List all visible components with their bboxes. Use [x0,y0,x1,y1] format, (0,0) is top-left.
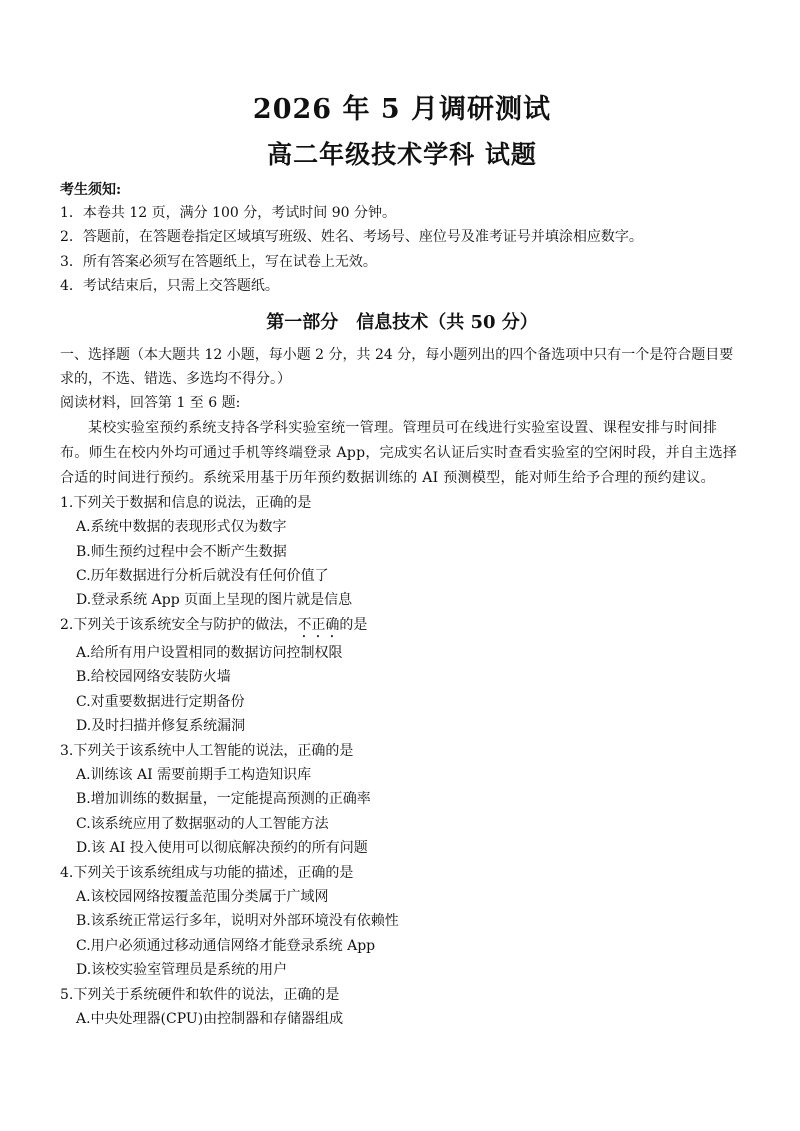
question-1 [60,491,744,613]
exam-title: 2026 年 5 月调研测试 [252,94,552,125]
notice-heading: 考生须知: [60,182,122,198]
question-stem: 1.下列关于数据和信息的说法，正确的是 [60,494,312,511]
section-instruction: 一、选择题（本大题共 12 小题，每小题 2 分，共 24 分，每小题列出的四个备选项中只有一个是符合题目要求的，不选、错选、多选均不得分。） [60,346,734,388]
question-2 [60,613,744,739]
option-b: B.师生预约过程中会不断产生数据 [76,543,287,560]
option-c: C.历年数据进行分析后就没有任何价值了 [76,568,329,585]
question-stem: 3.下列关于该系统中人工智能的说法，正确的是 [60,742,354,759]
option-c: C.用户必须通过移动通信网络才能登录系统 App [76,937,376,954]
option-d: D.该校实验室管理员是系统的用户 [76,962,288,979]
reading-material: 某校实验室预约系统支持各学科实验室统一管理。管理员可在线进行实验室设置、课程安排与时间排布。师生在校内外均可通过手机等终端登录 App，完成实名认证后实时查看实验室的空闲时段，并自主选择合适的时间进行预约。系统采用基于历年预约数据训练的 AI 预测模型，能对师生给予合理的预约建议。 [60,419,738,486]
option-a: A.系统中数据的表现形式仅为数字 [76,519,287,536]
option-a: A.中央处理器(CPU)由控制器和存储器组成 [76,1010,344,1027]
option-c: C.该系统应用了数据驱动的人工智能方法 [76,815,329,832]
option-d: D.登录系统 App 页面上呈现的图片就是信息 [76,592,353,609]
option-a: A.给所有用户设置相同的数据访问控制权限 [76,644,343,661]
question-stem-text: 的是 [339,616,368,633]
option-b: B.增加训练的数据量，一定能提高预测的正确率 [76,791,371,808]
exam-subtitle: 高二年级技术学科 试题 [267,140,537,169]
question-stem: 4.下列关于该系统组成与功能的描述，正确的是 [60,864,354,881]
option-d: D.该 AI 投入使用可以彻底解决预约的所有问题 [76,840,368,857]
option-d: D.及时扫描并修复系统漏洞 [76,718,246,735]
question-stem [60,613,744,641]
reading-prompt: 阅读材料，回答第 1 至 6 题: [60,395,241,412]
section-heading: 第一部分 信息技术（共 50 分） [266,311,538,333]
question-stem-emphasis: 不正确 [297,616,340,633]
question-stem-text: 2.下列关于该系统安全与防护的做法， [60,616,298,633]
notice-item: 4．考试结束后，只需上交答题纸。 [60,278,279,295]
notice-item: 3．所有答案必须写在答题纸上，写在试卷上无效。 [60,253,377,270]
exam-notice [60,179,744,299]
question-3 [60,739,744,861]
option-a: A.该校园网络按覆盖范围分类属于广域网 [76,888,329,905]
question-stem: 5.下列关于系统硬件和软件的说法，正确的是 [60,986,340,1003]
question-5 [60,983,744,1032]
option-c: C.对重要数据进行定期备份 [76,693,245,710]
question-4 [60,861,744,983]
notice-item: 1．本卷共 12 页，满分 100 分，考试时间 90 分钟。 [60,205,396,221]
option-b: B.该系统正常运行多年，说明对外部环境没有依赖性 [76,913,399,930]
option-a: A.训练该 AI 需要前期手工构造知识库 [76,766,312,783]
option-b: B.给校园网络安装防火墙 [76,669,231,686]
notice-item: 2．答题前，在答题卷指定区域填写班级、姓名、考场号、座位号及准考证号并填涂相应数字。 [60,229,643,246]
